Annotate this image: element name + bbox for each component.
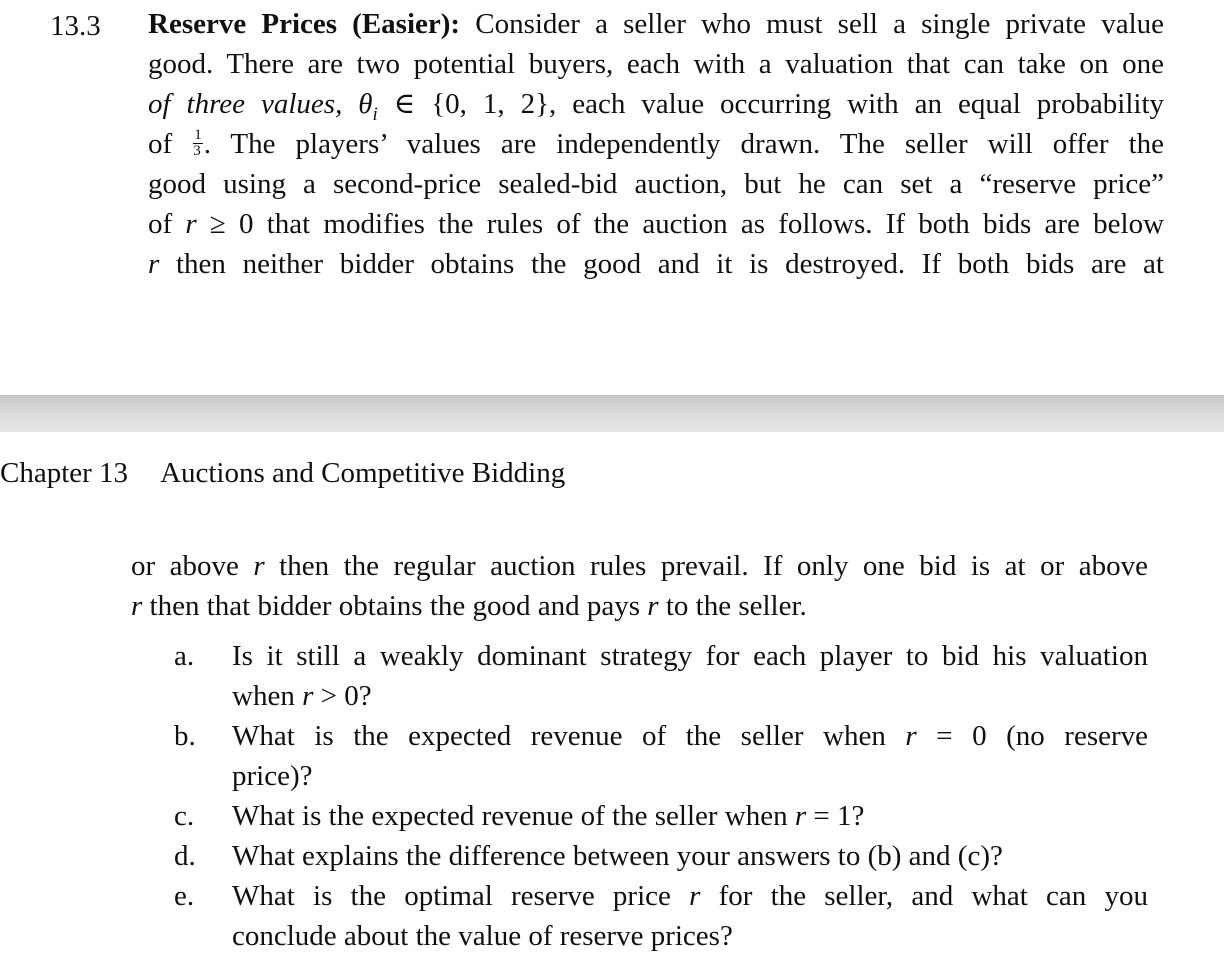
item-text: for the seller, and what can you: [700, 880, 1148, 912]
problem-line-7: [148, 244, 1164, 284]
chapter-title: Auctions and Competitive Bidding: [160, 457, 566, 489]
continuation-text: then the regular auction rules prevail. If only one bid is at or above: [264, 550, 1148, 582]
reserve-r-symbol: r: [253, 550, 265, 582]
item-b-line-2: [232, 756, 1148, 796]
problem-text-2: good. There are two potential buyers, each with a valuation that can take on one: [148, 48, 1164, 80]
item-a-line-2: [232, 676, 1148, 716]
problem-text-1: Consider a seller who must sell a single private value: [475, 8, 1164, 40]
item-text: = 1?: [806, 800, 865, 832]
problem-text-3a: of three values, θ: [148, 88, 373, 120]
problem-text-6b: ≥ 0 that modifies the rules of the auction as follows. If both bids are below: [196, 208, 1165, 240]
problem-text-7: then neither bidder obtains the good and it is destroyed. If both bids are at: [159, 248, 1164, 280]
item-text: conclude about the value of reserve prices?: [232, 920, 733, 952]
item-label-b: b.: [174, 720, 196, 752]
reserve-r-symbol: r: [185, 208, 197, 240]
item-text: when: [232, 680, 303, 712]
reserve-r-symbol: r: [131, 590, 143, 622]
reserve-r-symbol: r: [905, 720, 917, 752]
problem-number: 13.3: [50, 10, 101, 42]
theta-subscript: i: [372, 103, 378, 125]
one-third-fraction: [193, 128, 203, 159]
item-label-c: c.: [174, 800, 195, 832]
item-label-d: d.: [174, 840, 196, 872]
item-c-line-1: [232, 796, 1148, 836]
problem-text-5: good using a second-price sealed-bid auction, but he can set a “reserve price”: [148, 168, 1164, 200]
problem-line-1: [148, 4, 1164, 44]
running-head: [0, 453, 565, 493]
continuation-text: to the seller.: [658, 590, 807, 622]
problem-text-4b: . The players’ values are independently drawn. The seller will offer the: [203, 128, 1165, 160]
continuation-line-1: [131, 546, 1148, 586]
item-text: What is the expected revenue of the seller when: [232, 720, 906, 752]
item-text: Is it still a weakly dominant strategy for each player to bid his valuation: [232, 640, 1148, 672]
reserve-r-symbol: r: [148, 248, 160, 280]
item-text: price)?: [232, 760, 313, 792]
problem-text-4a: of: [148, 128, 173, 160]
fraction-numerator: 1: [194, 126, 202, 143]
continuation-line-2: [131, 586, 1148, 626]
reserve-r-symbol: r: [689, 880, 701, 912]
item-e-line-2: [232, 916, 1148, 956]
item-text: > 0?: [313, 680, 372, 712]
item-text: What is the optimal reserve price: [232, 880, 690, 912]
page-break-divider: [0, 395, 1224, 433]
item-b-line-1: [232, 716, 1148, 756]
fraction-denominator: 3: [193, 142, 201, 159]
reserve-r-symbol: r: [647, 590, 659, 622]
continuation-text: then that bidder obtains the good and pays: [142, 590, 648, 622]
item-a-line-1: [232, 636, 1148, 676]
item-e-line-1: [232, 876, 1148, 916]
problem-text-6a: of: [148, 208, 173, 240]
reserve-r-symbol: r: [794, 800, 807, 832]
item-d-line-1: [232, 836, 1148, 876]
item-text: What explains the difference between your answers to (b) and (c)?: [232, 840, 1003, 872]
problem-line-4: [148, 124, 1164, 164]
problem-text-3b: ∈ {0, 1, 2}, each value occurring with an equal probability: [393, 88, 1165, 120]
item-text: What is the expected revenue of the seller when: [232, 800, 795, 832]
continuation-text: or above: [131, 550, 254, 582]
problem-line-5: [148, 164, 1164, 204]
problem-line-2: [148, 44, 1164, 84]
problem-line-6: [148, 204, 1164, 244]
reserve-r-symbol: r: [302, 680, 314, 712]
problem-title: Reserve Prices (Easier):: [148, 8, 461, 40]
item-label-e: e.: [174, 880, 195, 912]
item-text: = 0 (no reserve: [916, 720, 1148, 752]
item-label-a: a.: [174, 640, 195, 672]
chapter-label: Chapter 13: [0, 457, 129, 489]
